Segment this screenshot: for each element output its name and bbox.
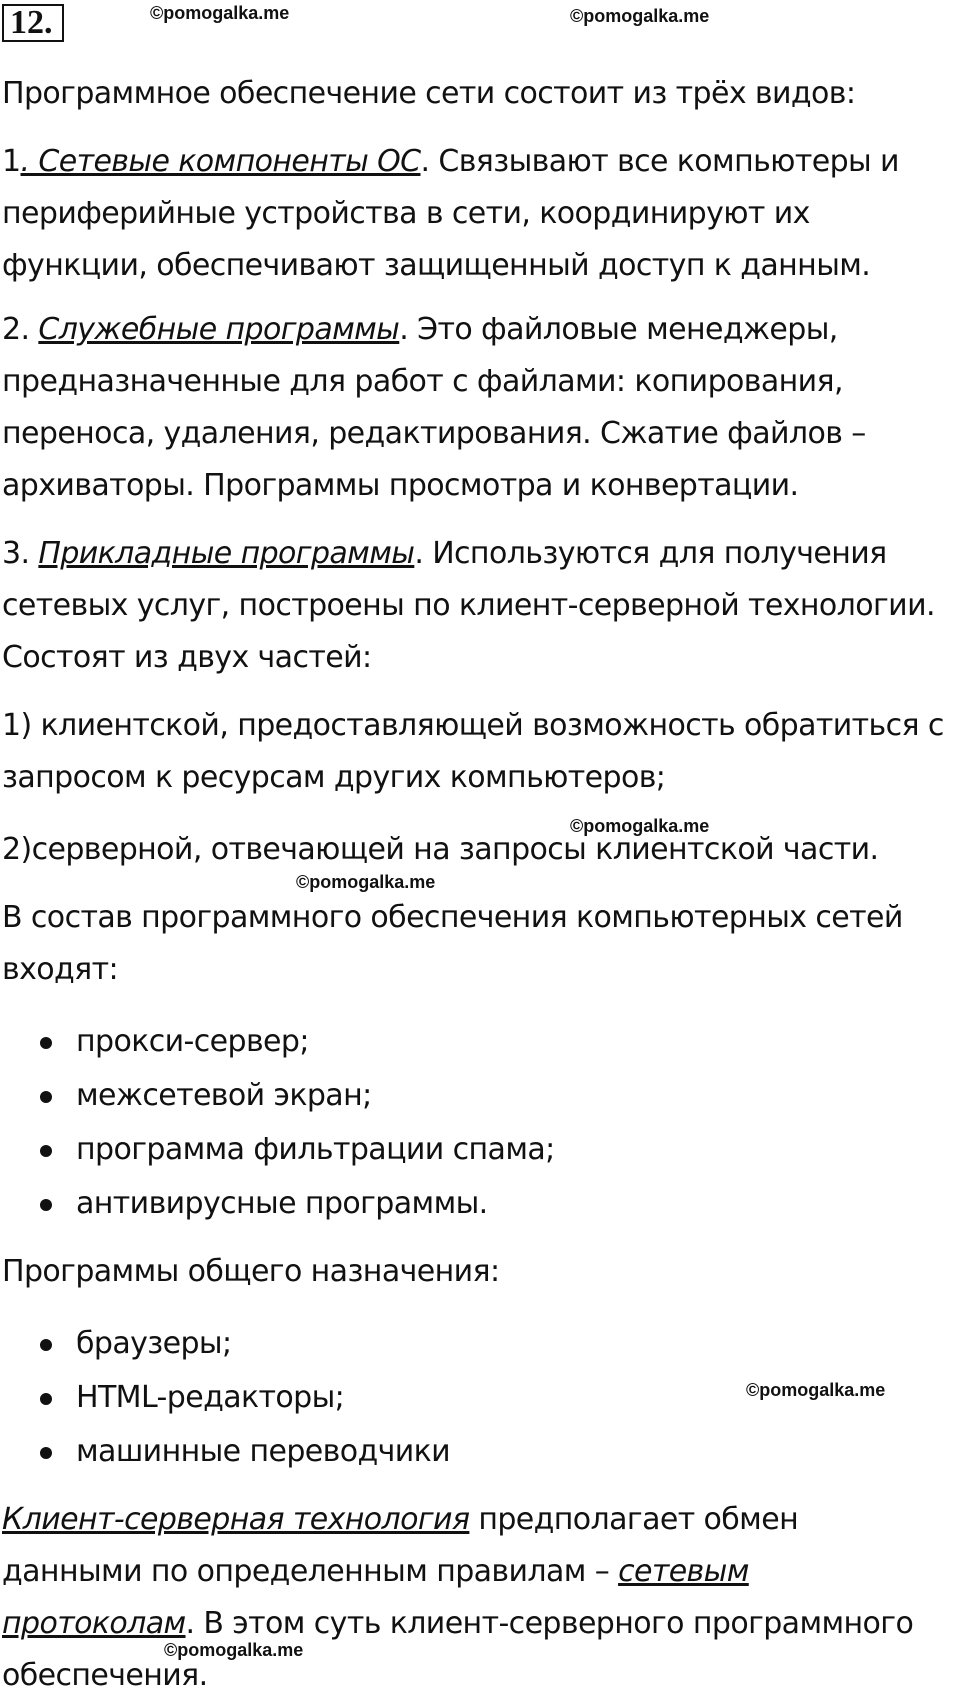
item1-line2: периферийные устройства в сети, координируют их [2,196,810,231]
final-line1 [2,1500,798,1540]
bullet-icon [40,1339,52,1351]
item1-line3: функции, обеспечивают защищенный доступ к данным. [2,248,871,283]
watermark: ©pomogalka.me [570,816,710,836]
item3-rest: . Используются для получения [414,536,887,571]
item3-number: 3. [2,536,39,571]
final-rest3: . В этом суть клиент-серверного программного [185,1606,914,1641]
item2-rest: . Это файловые менеджеры, [399,312,838,347]
item2-line4: архиваторы. Программы просмотра и конвертации. [2,468,799,503]
general-item: машинные переводчики [76,1434,451,1469]
item3-term: Прикладные программы [38,536,415,571]
final-line3 [2,1604,913,1644]
watermark: ©pomogalka.me [164,1640,304,1660]
item1-rest: . Связывают все компьютеры и [420,144,899,179]
task-number: 12. [2,4,64,42]
composition-line2: входят: [2,952,118,987]
bullet-icon [40,1037,52,1049]
bullet-icon [40,1393,52,1405]
watermark: ©pomogalka.me [746,1380,886,1400]
bullet-icon [40,1199,52,1211]
watermark: ©pomogalka.me [150,3,290,23]
bullet-icon [40,1145,52,1157]
composition-line1: В состав программного обеспечения компьютерных сетей [2,900,903,935]
general-title: Программы общего назначения: [2,1254,500,1289]
item3-line3: Состоят из двух частей: [2,640,372,675]
final-term1: Клиент-серверная технология [2,1502,470,1537]
composition-item: программа фильтрации спама; [76,1132,555,1167]
watermark: ©pomogalka.me [296,872,436,892]
item2-term: Служебные программы [38,312,400,347]
part1-line1: 1) клиентской, предоставляющей возможность обратиться с [2,708,944,743]
final-rest1: предполагает обмен [469,1502,799,1537]
final-line2-start: данными по определенным правилам – [2,1554,619,1589]
composition-item: прокси-сервер; [76,1024,309,1059]
item3-line2: сетевых услуг, построены по клиент-серверной технологии. [2,588,935,623]
item1-number: 1 [2,144,21,179]
final-term2b: протоколам [2,1606,186,1641]
watermark: ©pomogalka.me [570,6,710,26]
item3-line1 [2,534,887,574]
composition-item: межсетевой экран; [76,1078,372,1113]
item2-line2: предназначенные для работ с файлами: копирования, [2,364,843,399]
composition-item: антивирусные программы. [76,1186,488,1221]
bullet-icon [40,1447,52,1459]
bullet-icon [40,1091,52,1103]
item2-number: 2. [2,312,39,347]
part2-line: 2)серверной, отвечающей на запросы клиентской части. [2,832,879,867]
item2-line3: переноса, удаления, редактирования. Сжатие файлов – [2,416,866,451]
final-term2a: сетевым [618,1554,749,1589]
intro-text: Программное обеспечение сети состоит из трёх видов: [2,76,856,111]
final-line4: обеспечения. [2,1658,208,1693]
item1-term: . Сетевые компоненты ОС [20,144,421,179]
item1-line1 [2,142,899,182]
final-line2 [2,1552,749,1592]
general-item: HTML-редакторы; [76,1380,345,1415]
item2-line1 [2,310,838,350]
general-item: браузеры; [76,1326,232,1361]
part1-line2: запросом к ресурсам других компьютеров; [2,760,666,795]
